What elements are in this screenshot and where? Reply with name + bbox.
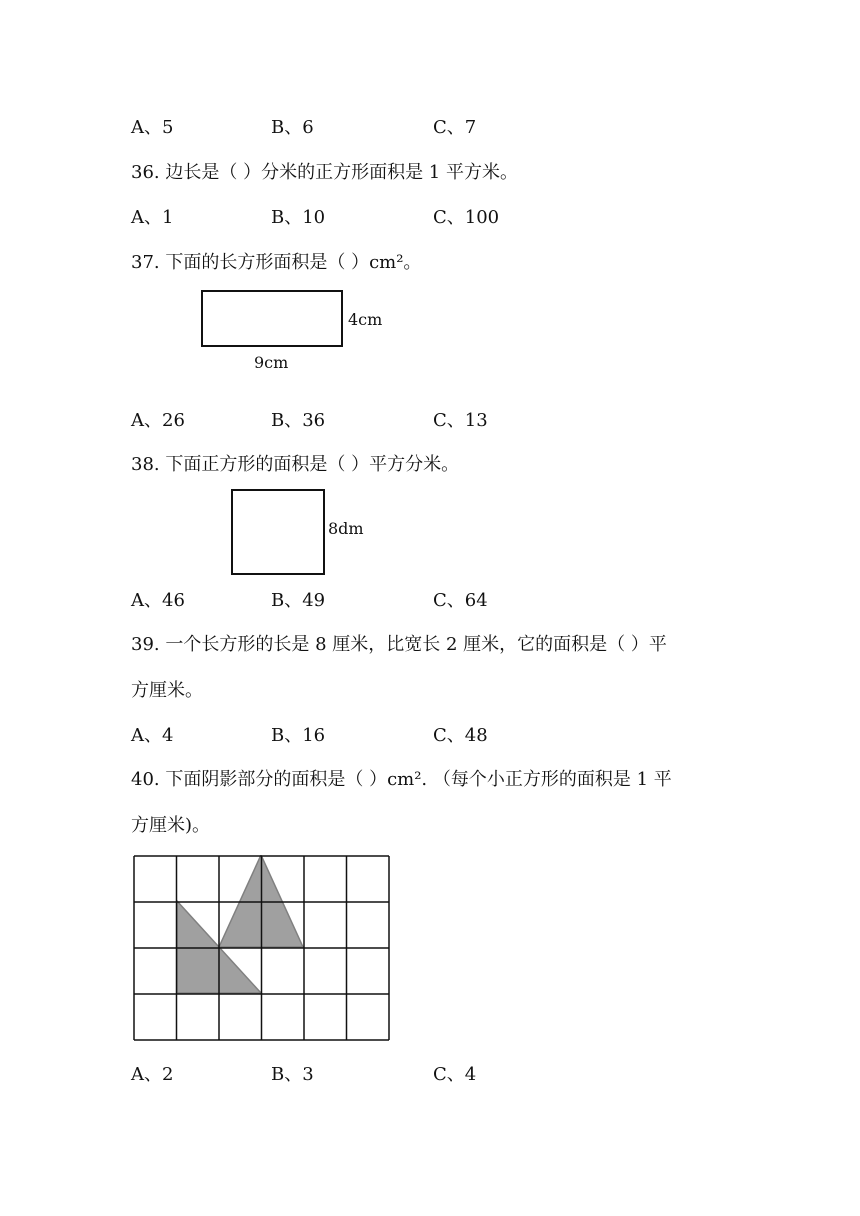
q40-option-a: A、2 — [131, 1064, 174, 1085]
q39-stem-line1: 39. 一个长方形的长是 8 厘米，比宽长 2 厘米，它的面积是（ ）平 — [131, 634, 667, 655]
q37-option-c: C、13 — [433, 410, 488, 431]
q37-option-a: A、26 — [131, 410, 185, 431]
q39-option-c: C、48 — [433, 725, 488, 746]
q40-stem-line2: 方厘米)。 — [131, 815, 211, 836]
q37-width-label: 9cm — [254, 353, 289, 372]
q38-side-label: 8dm — [328, 519, 364, 538]
q39-option-a: A、4 — [131, 725, 174, 746]
q40-option-b: B、3 — [271, 1064, 314, 1085]
q39-option-b: B、16 — [271, 725, 326, 746]
q39-stem-line2: 方厘米。 — [131, 680, 203, 701]
q37-height-label: 4cm — [348, 310, 383, 329]
q37-stem: 37. 下面的长方形面积是（ ）cm²。 — [131, 252, 422, 273]
q38-square-figure — [231, 489, 325, 575]
q36-option-c: C、100 — [433, 207, 500, 228]
q35-option-b: B、6 — [271, 117, 314, 138]
q38-option-a: A、46 — [131, 590, 185, 611]
q38-option-c: C、64 — [433, 590, 488, 611]
q38-option-b: B、49 — [271, 590, 326, 611]
q40-stem-line1: 40. 下面阴影部分的面积是（ ）cm². （每个小正方形的面积是 1 平 — [131, 769, 672, 790]
q36-option-a: A、1 — [131, 207, 174, 228]
q40-grid-figure — [133, 855, 391, 1043]
q35-option-a: A、5 — [131, 117, 174, 138]
q35-option-c: C、7 — [433, 117, 477, 138]
q38-stem: 38. 下面正方形的面积是（ ）平方分米。 — [131, 454, 460, 475]
q36-option-b: B、10 — [271, 207, 326, 228]
q40-option-c: C、4 — [433, 1064, 477, 1085]
q36-stem: 36. 边长是（ ）分米的正方形面积是 1 平方米。 — [131, 162, 518, 183]
q37-rectangle-figure — [201, 290, 343, 347]
q37-option-b: B、36 — [271, 410, 326, 431]
